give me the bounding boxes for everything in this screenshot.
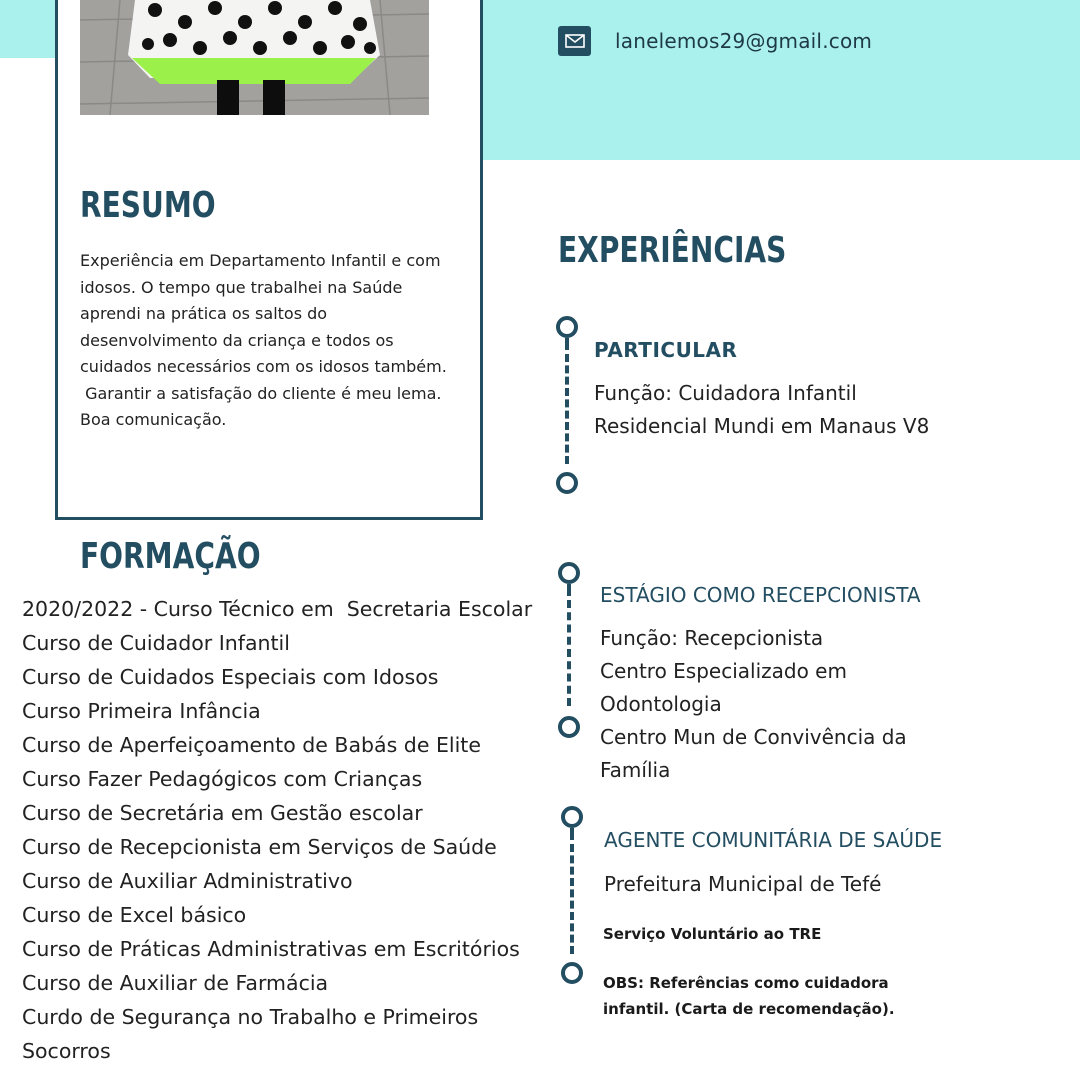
formacao-item: Curso de Auxiliar de Farmácia	[22, 971, 329, 995]
formacao-list	[22, 592, 532, 1068]
exp-line: Centro Mun de Convivência da	[600, 725, 907, 749]
timeline-dashes	[570, 844, 578, 954]
resumo-line: Experiência em Departamento Infantil e com	[80, 251, 441, 270]
timeline-start-dot	[558, 562, 580, 584]
timeline-agente	[561, 806, 585, 986]
resumo-line: cuidados necessários com os idosos também.	[80, 357, 447, 376]
exp-title-estagio: ESTÁGIO COMO RECEPCIONISTA	[600, 583, 921, 607]
email-contact	[558, 26, 872, 56]
resumo-text	[80, 248, 470, 434]
formacao-item: Curso de Recepcionista em Serviços de Saúde	[22, 835, 497, 859]
exp-note: infantil. (Carta de recomendação).	[603, 1000, 895, 1018]
exp-title-agente: AGENTE COMUNITÁRIA DE SAÚDE	[604, 828, 943, 852]
formacao-item: Curso de Aperfeiçoamento de Babás de Elite	[22, 733, 481, 757]
formacao-item: Curso de Secretária em Gestão escolar	[22, 801, 423, 825]
formacao-item: Curso de Cuidados Especiais com Idosos	[22, 665, 439, 689]
exp-note: Serviço Voluntário ao TRE	[603, 925, 822, 943]
timeline-stem	[570, 828, 574, 840]
resumo-line: idosos. O tempo que trabalhei na Saúde	[80, 277, 403, 297]
exp-line: Função: Recepcionista	[600, 626, 824, 650]
timeline-start-dot	[561, 806, 583, 828]
exp-line: Residencial Mundi em Manaus V8	[594, 414, 930, 438]
timeline-end-dot	[556, 472, 578, 494]
formacao-item: Socorros	[22, 1039, 111, 1063]
timeline-start-dot	[556, 316, 578, 338]
timeline-estagio	[558, 562, 582, 742]
exp-line: Centro Especializado em	[600, 659, 847, 683]
resumo-line: Boa comunicação.	[80, 410, 227, 429]
envelope-icon	[558, 26, 591, 56]
formacao-item: Curso de Auxiliar Administrativo	[22, 869, 353, 893]
exp-line: Odontologia	[600, 692, 722, 716]
resumo-line: aprendi na prática os saltos do	[80, 304, 328, 323]
exp-line: Prefeitura Municipal de Tefé	[604, 872, 882, 896]
timeline-particular	[556, 316, 580, 496]
formacao-item: Curso Primeira Infância	[22, 699, 261, 723]
formacao-item: Curdo de Segurança no Trabalho e Primeiros	[22, 1005, 479, 1029]
profile-photo	[80, 0, 429, 115]
formacao-item: Curso de Práticas Administrativas em Escritórios	[22, 937, 520, 961]
formacao-item: 2020/2022 - Curso Técnico em Secretaria Escolar	[22, 597, 533, 621]
timeline-dashes	[567, 600, 575, 706]
exp-title-particular: PARTICULAR	[594, 338, 738, 362]
formacao-item: Curso de Cuidador Infantil	[22, 631, 290, 655]
resumo-line: desenvolvimento da criança e todos os	[80, 330, 394, 350]
exp-note: OBS: Referências como cuidadora	[603, 974, 889, 992]
timeline-stem	[567, 584, 571, 596]
exp-line: Função: Cuidadora Infantil	[594, 381, 857, 405]
timeline-dashes	[565, 354, 573, 464]
formacao-heading: FORMAÇÃO	[80, 536, 261, 577]
formacao-item: Curso de Excel básico	[22, 903, 247, 927]
email-address[interactable]: lanelemos29@gmail.com	[615, 29, 873, 53]
exp-line: Família	[600, 758, 671, 782]
timeline-end-dot	[561, 962, 583, 984]
resumo-heading: RESUMO	[80, 185, 216, 226]
timeline-stem	[565, 338, 569, 350]
timeline-end-dot	[558, 716, 580, 738]
experiencias-heading: EXPERIÊNCIAS	[558, 230, 787, 271]
resumo-line: Garantir a satisfação do cliente é meu lema.	[80, 383, 442, 403]
formacao-item: Curso Fazer Pedagógicos com Crianças	[22, 767, 423, 791]
